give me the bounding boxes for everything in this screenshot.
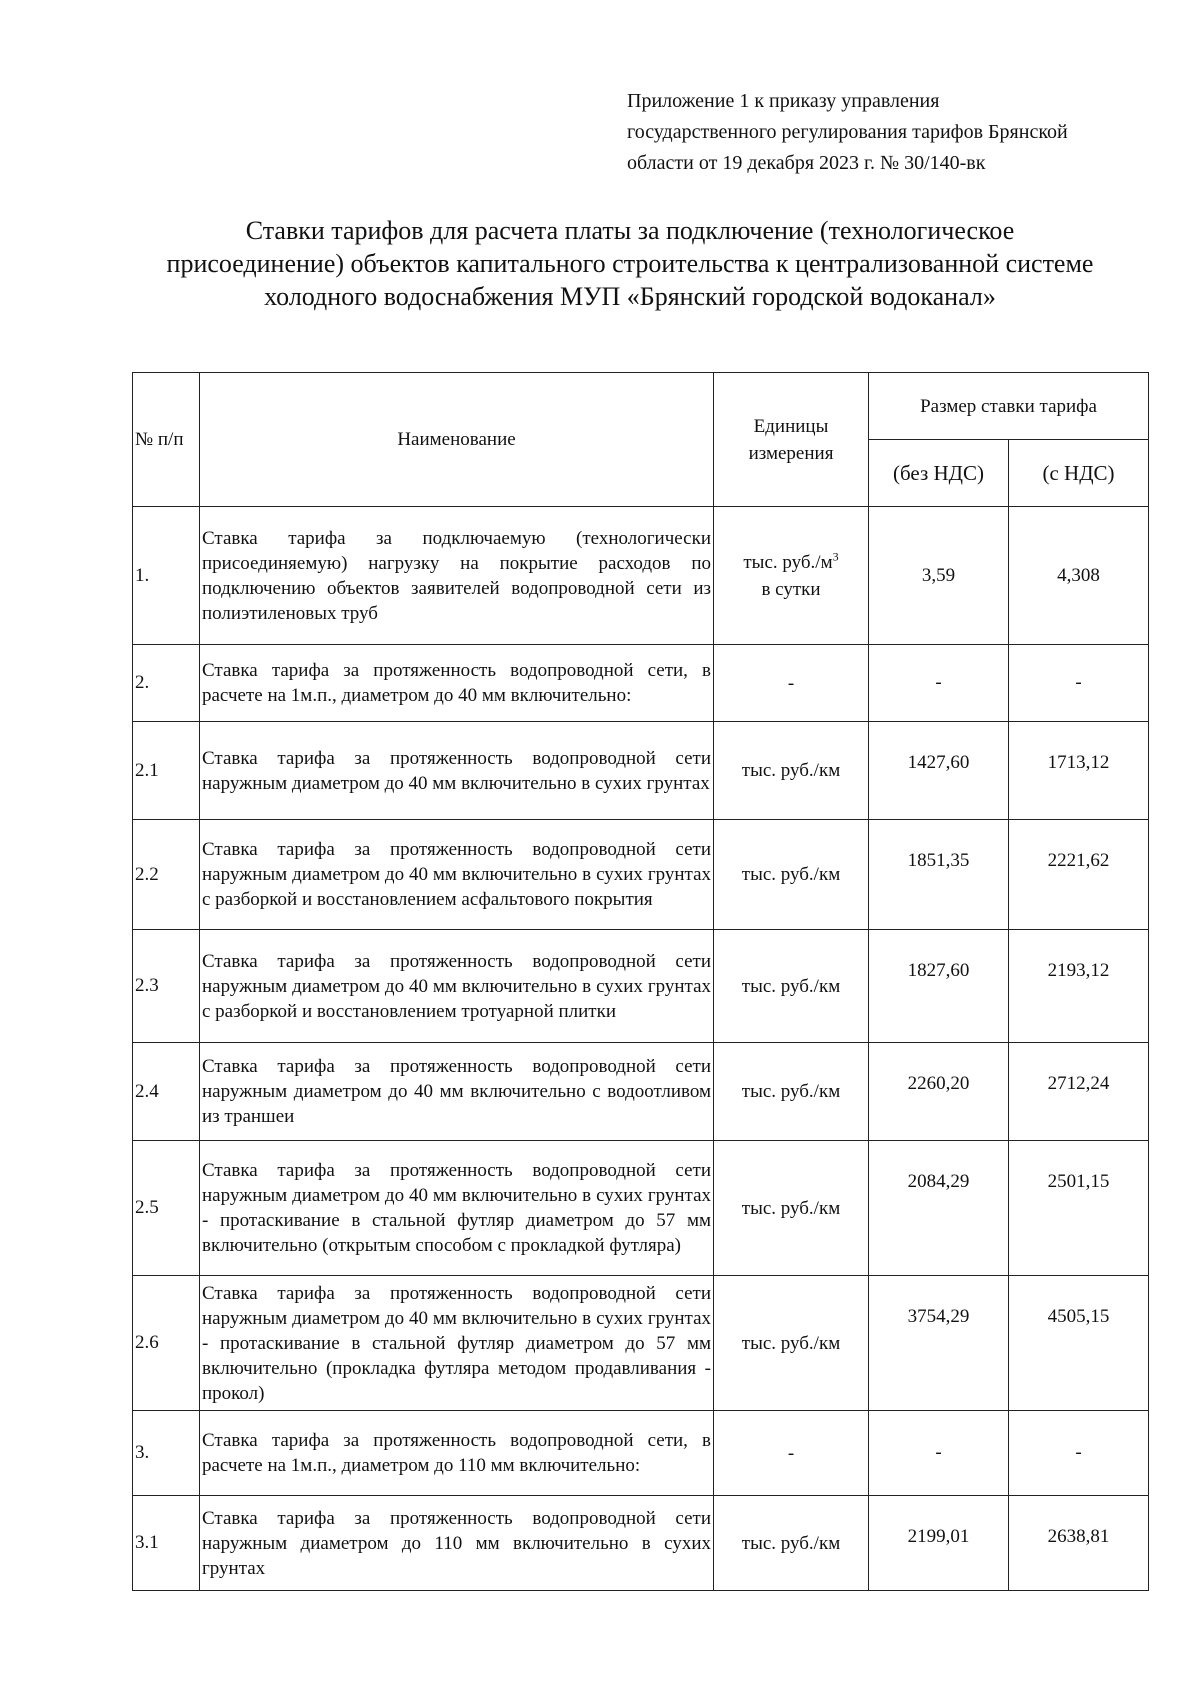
row-name: Ставка тарифа за протяженность водопроводной сети, в расчете на 1м.п., диаметром до 40 мм включительно: (200, 645, 714, 722)
row-number: 1. (133, 507, 200, 645)
row-name: Ставка тарифа за протяженность водопроводной сети наружным диаметром до 40 мм включительно в сухих грунтах с разборкой и восстановлением тротуарной плитки (200, 930, 714, 1043)
row-name: Ставка тарифа за протяженность водопроводной сети наружным диаметром до 40 мм включительно в сухих грунтах - протаскивание в стальной футляр диаметром до 57 мм включительно (открытым способом с прокладкой футляра) (200, 1141, 714, 1276)
row-rate-no-vat: 3754,29 (869, 1276, 1009, 1411)
row-rate-vat: - (1009, 1411, 1149, 1496)
row-name: Ставка тарифа за подключаемую (технологически присоединяемую) нагрузку на покрытие расходов по подключению объектов заявителей водопроводной сети из полиэтиленовых труб (200, 507, 714, 645)
header-rate-no-vat: (без НДС) (869, 440, 1009, 507)
header-unit: Единицы измерения (714, 373, 869, 507)
table-row (133, 645, 1149, 722)
tariff-table (132, 372, 1149, 1591)
row-rate-no-vat: 3,59 (869, 507, 1009, 645)
row-rate-vat: 2638,81 (1009, 1496, 1149, 1591)
row-number: 2.2 (133, 820, 200, 930)
row-unit: - (714, 1411, 869, 1496)
row-rate-no-vat: 1851,35 (869, 820, 1009, 930)
row-rate-vat: 2221,62 (1009, 820, 1149, 930)
header-number: № п/п (133, 373, 200, 507)
table-row (133, 722, 1149, 820)
document-title-line-2: присоединение) объектов капитального строительства к централизованной системе (166, 249, 1094, 278)
row-name: Ставка тарифа за протяженность водопроводной сети наружным диаметром до 40 мм включительно в сухих грунтах (200, 722, 714, 820)
document-title-line-1: Ставки тарифов для расчета платы за подключение (технологическое (245, 216, 1015, 245)
row-name: Ставка тарифа за протяженность водопроводной сети наружным диаметром до 40 мм включительно в сухих грунтах - протаскивание в стальной футляр диаметром до 57 мм включительно (прокладка футляра методом продавливания - прокол) (200, 1276, 714, 1411)
document-title (120, 214, 1140, 313)
table-row (133, 1141, 1149, 1276)
table-row (133, 1411, 1149, 1496)
row-name: Ставка тарифа за протяженность водопроводной сети наружным диаметром до 110 мм включительно в сухих грунтах (200, 1496, 714, 1591)
appendix-note (627, 86, 1167, 179)
row-unit: тыс. руб./км (714, 1043, 869, 1141)
table-row (133, 820, 1149, 930)
row-rate-no-vat: 1427,60 (869, 722, 1009, 820)
appendix-note-line-2: государственного регулирования тарифов Брянской (627, 121, 1068, 143)
row-unit-prefix: тыс. руб./м (743, 551, 833, 573)
row-unit: тыс. руб./км (714, 1141, 869, 1276)
row-rate-vat: 2712,24 (1009, 1043, 1149, 1141)
table-row (133, 1496, 1149, 1591)
row-unit: - (714, 645, 869, 722)
row-rate-vat: 4,308 (1009, 507, 1149, 645)
row-number: 2.3 (133, 930, 200, 1043)
row-rate-vat: 4505,15 (1009, 1276, 1149, 1411)
row-number: 2.4 (133, 1043, 200, 1141)
row-rate-no-vat: 2199,01 (869, 1496, 1009, 1591)
row-rate-no-vat: 2260,20 (869, 1043, 1009, 1141)
header-rate-vat: (с НДС) (1009, 440, 1149, 507)
row-rate-no-vat: 1827,60 (869, 930, 1009, 1043)
table-row (133, 930, 1149, 1043)
row-name: Ставка тарифа за протяженность водопроводной сети наружным диаметром до 40 мм включительно с водоотливом из траншеи (200, 1043, 714, 1141)
row-unit: тыс. руб./км (714, 930, 869, 1043)
row-number: 3.1 (133, 1496, 200, 1591)
appendix-note-line-3: области от 19 декабря 2023 г. № 30/140-вк (627, 152, 986, 174)
row-unit: тыс. руб./км (714, 1276, 869, 1411)
row-rate-vat: - (1009, 645, 1149, 722)
row-unit (714, 507, 869, 645)
row-unit-suffix: в сутки (761, 578, 821, 600)
row-number: 2. (133, 645, 200, 722)
row-rate-no-vat: 2084,29 (869, 1141, 1009, 1276)
table-row (133, 1276, 1149, 1411)
row-rate-vat: 2193,12 (1009, 930, 1149, 1043)
row-number: 2.6 (133, 1276, 200, 1411)
row-name: Ставка тарифа за протяженность водопроводной сети наружным диаметром до 40 мм включительно в сухих грунтах с разборкой и восстановлением асфальтового покрытия (200, 820, 714, 930)
header-name: Наименование (200, 373, 714, 507)
row-number: 2.5 (133, 1141, 200, 1276)
row-number: 3. (133, 1411, 200, 1496)
row-rate-no-vat: - (869, 1411, 1009, 1496)
row-rate-vat: 1713,12 (1009, 722, 1149, 820)
appendix-note-line-1: Приложение 1 к приказу управления (627, 90, 940, 112)
row-unit: тыс. руб./км (714, 722, 869, 820)
document-title-line-3: холодного водоснабжения МУП «Брянский городской водоканал» (264, 282, 996, 311)
header-rate-group: Размер ставки тарифа (869, 373, 1149, 440)
row-number: 2.1 (133, 722, 200, 820)
row-rate-no-vat: - (869, 645, 1009, 722)
table-row (133, 1043, 1149, 1141)
row-unit-exponent: 3 (832, 549, 839, 564)
row-unit: тыс. руб./км (714, 1496, 869, 1591)
row-unit: тыс. руб./км (714, 820, 869, 930)
row-name: Ставка тарифа за протяженность водопроводной сети, в расчете на 1м.п., диаметром до 110 мм включительно: (200, 1411, 714, 1496)
row-rate-vat: 2501,15 (1009, 1141, 1149, 1276)
table-row (133, 507, 1149, 645)
